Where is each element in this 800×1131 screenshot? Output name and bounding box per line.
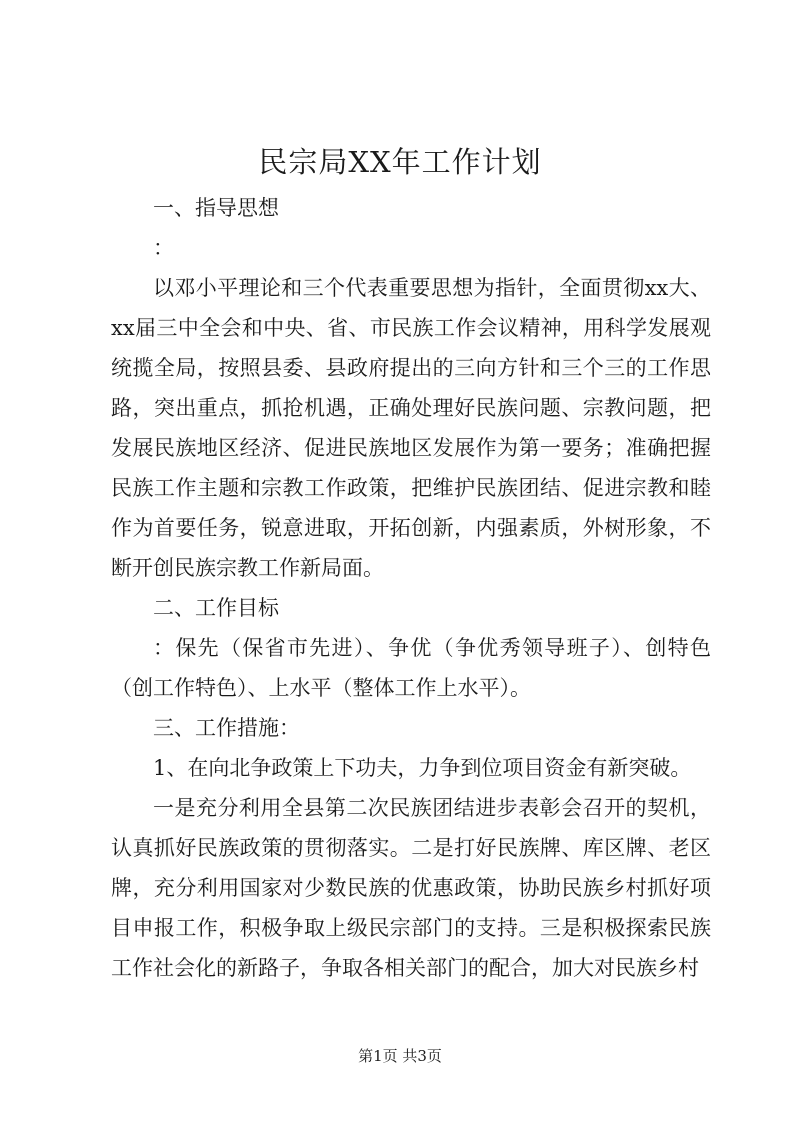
paragraph-work-goals: ：保先（保省市先进）、争优（争优秀领导班子）、创特色（创工作特色）、上水平（整体工作上水平）。 (111, 636, 711, 700)
section-heading-work-measures: 三、工作措施： (153, 716, 300, 740)
paragraph-guiding-thought: 以邓小平理论和三个代表重要思想为指针，全面贯彻xx大、xx届三中全会和中央、省、市民族工作会议精神，用科学发展观统揽全局，按照县委、县政府提出的三向方针和三个三的工作思路，突出重点，抓抢机遇，正确处理好民族问题、宗教问题，把发展民族地区经济、促进民族地区发展作为第一要务；准确把握民族工作主题和宗教工作政策，把维护民族团结、促进宗教和睦作为首要任务，锐意进取，开拓创新，内强素质，外树形象，不断开创民族宗教工作新局面。 (111, 276, 711, 580)
paragraph-measure-1: 一是充分利用全县第二次民族团结进步表彰会召开的契机，认真抓好民族政策的贯彻落实。二是打好民族牌、库区牌、老区牌，充分利用国家对少数民族的优惠政策，协助民族乡村抓好项目申报工作，积极争取上级民宗部门的支持。三是积极探索民族工作社会化的新路子，争取各相关部门的配合，加大对民族乡村 (111, 796, 711, 980)
document-title: 民宗局XX年工作计划 (258, 145, 542, 179)
colon-line: ： (153, 236, 174, 260)
section-heading-guiding-thought: 一、指导思想 (153, 196, 279, 220)
document-body (111, 188, 711, 988)
page-footer: 第1页 共3页 (358, 1047, 442, 1065)
subheading-measure-1: 1、在向北争政策上下功夫，力争到位项目资金有新突破。 (153, 756, 692, 780)
section-heading-work-goals: 二、工作目标 (153, 596, 279, 620)
